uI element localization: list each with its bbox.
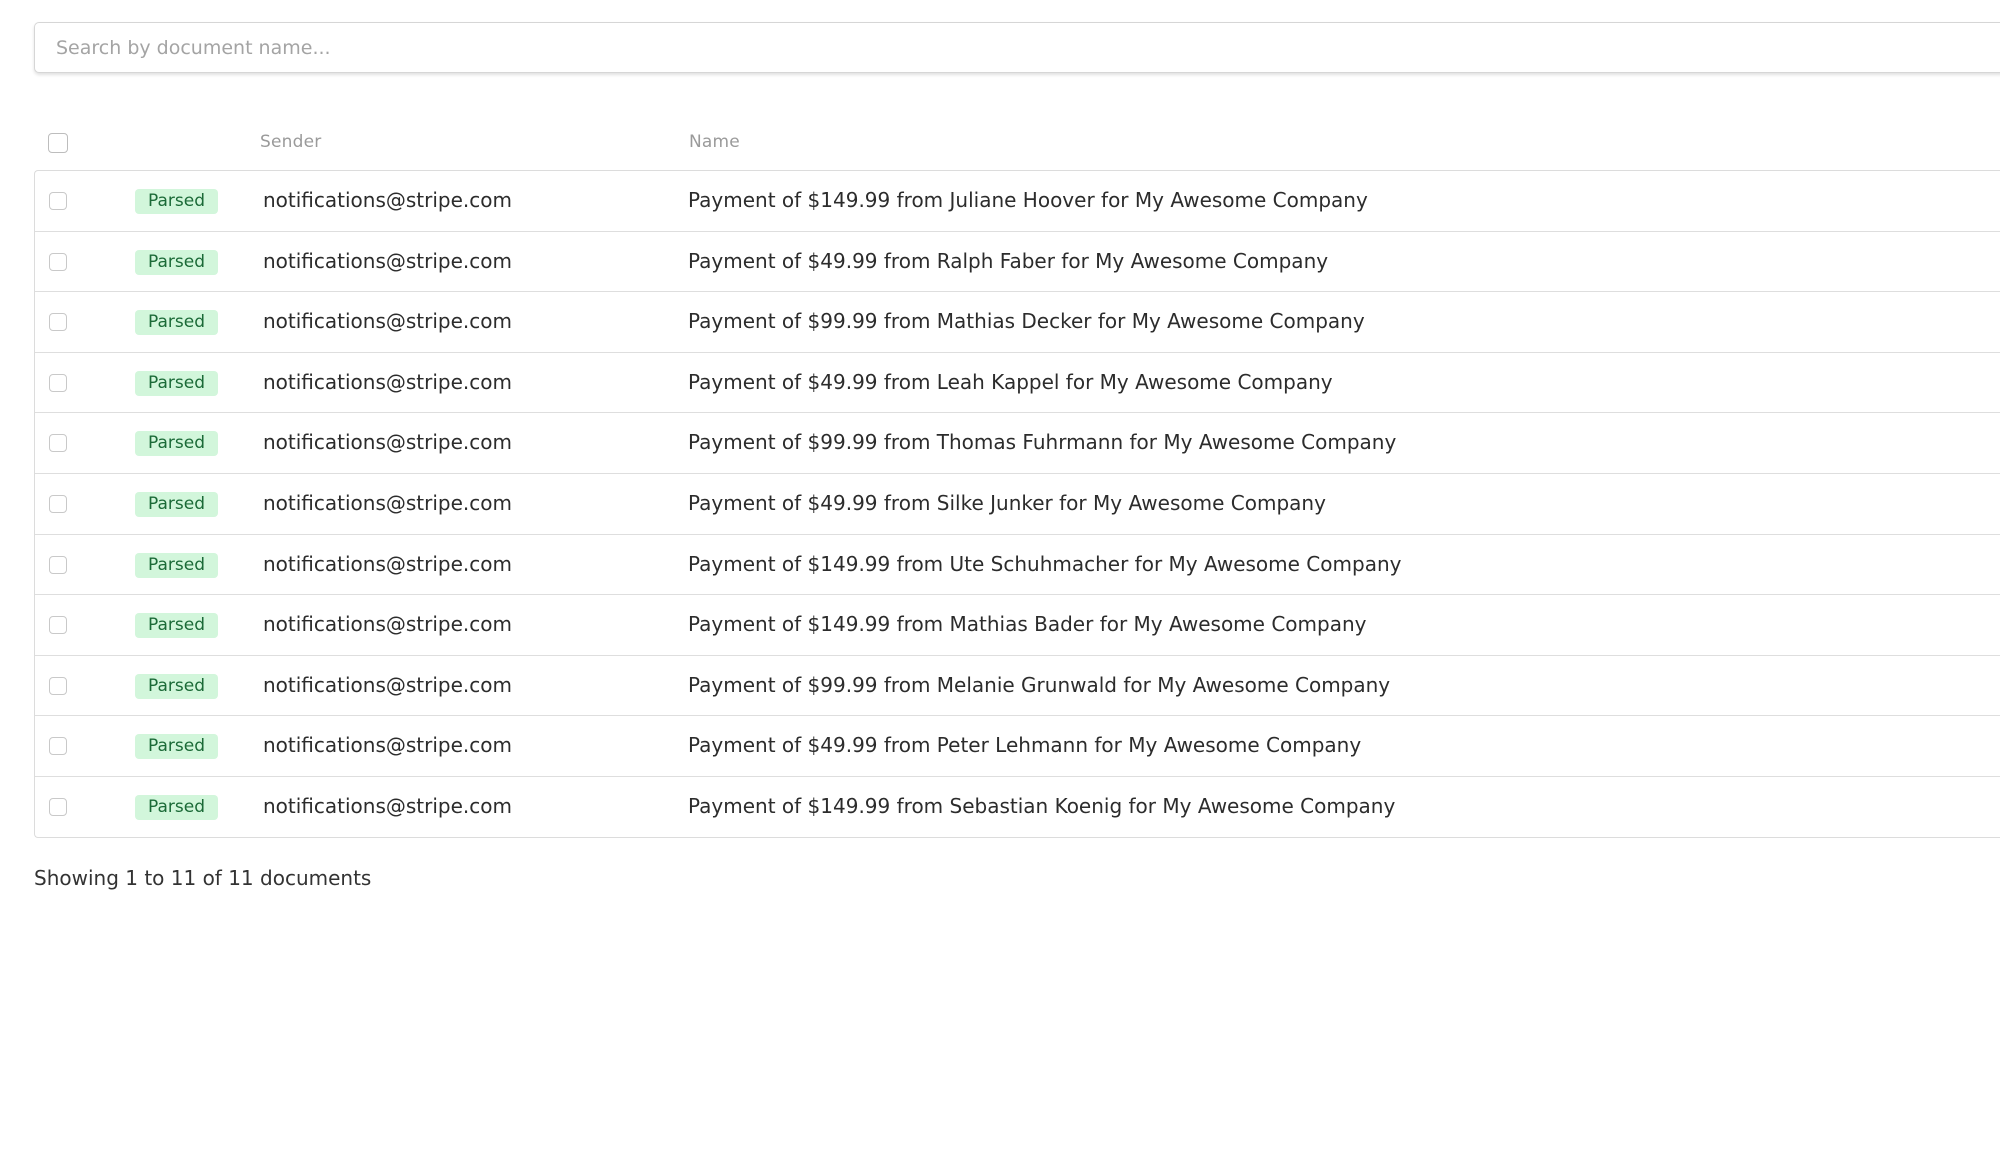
table-row[interactable] — [35, 595, 2000, 656]
table-row[interactable] — [35, 171, 2000, 232]
table-row[interactable] — [35, 232, 2000, 293]
status-badge: Parsed — [135, 492, 218, 517]
sender-cell: notifications@stripe.com — [263, 551, 513, 576]
document-name-cell[interactable]: Payment of $49.99 from Peter Lehmann for My Awesome Company — [688, 733, 1362, 758]
status-badge: Parsed — [135, 310, 218, 335]
sender-cell: notifications@stripe.com — [263, 188, 513, 212]
status-badge: Parsed — [135, 250, 218, 275]
row-checkbox[interactable] — [49, 798, 67, 816]
documents-table — [34, 170, 2000, 838]
status-badge: Parsed — [135, 431, 218, 456]
document-name-cell[interactable]: Payment of $149.99 from Juliane Hoover for My Awesome Company — [688, 188, 1368, 212]
table-header — [34, 118, 2000, 170]
sender-cell: notifications@stripe.com — [263, 612, 513, 637]
document-name-cell[interactable]: Payment of $149.99 from Ute Schuhmacher for My Awesome Company — [688, 551, 1402, 576]
document-name-cell[interactable]: Payment of $99.99 from Mathias Decker for My Awesome Company — [688, 309, 1365, 334]
document-name-cell[interactable]: Payment of $49.99 from Leah Kappel for My Awesome Company — [688, 369, 1333, 394]
table-row[interactable] — [35, 292, 2000, 353]
row-checkbox[interactable] — [49, 313, 67, 331]
status-badge: Parsed — [135, 613, 218, 638]
table-row[interactable] — [35, 777, 2000, 838]
table-row[interactable] — [35, 413, 2000, 474]
status-badge: Parsed — [135, 189, 218, 214]
table-row[interactable] — [35, 353, 2000, 414]
table-row[interactable] — [35, 656, 2000, 717]
search-input[interactable] — [35, 23, 2000, 72]
document-name-cell[interactable]: Payment of $99.99 from Melanie Grunwald for My Awesome Company — [688, 672, 1391, 697]
row-checkbox[interactable] — [49, 434, 67, 452]
sender-cell: notifications@stripe.com — [263, 369, 513, 394]
row-checkbox[interactable] — [49, 616, 67, 634]
row-checkbox[interactable] — [49, 495, 67, 513]
sender-cell: notifications@stripe.com — [263, 248, 513, 273]
search-box — [34, 22, 2000, 73]
document-name-cell[interactable]: Payment of $49.99 from Ralph Faber for My Awesome Company — [688, 248, 1329, 273]
column-header-name[interactable]: Name — [689, 132, 740, 152]
document-name-cell[interactable]: Payment of $99.99 from Thomas Fuhrmann for My Awesome Company — [688, 430, 1397, 455]
sender-cell: notifications@stripe.com — [263, 490, 513, 515]
status-badge: Parsed — [135, 553, 218, 578]
status-badge: Parsed — [135, 795, 218, 820]
table-row[interactable] — [35, 716, 2000, 777]
select-all-checkbox[interactable] — [48, 133, 68, 153]
pagination-summary: Showing 1 to 11 of 11 documents — [34, 866, 372, 890]
row-checkbox[interactable] — [49, 737, 67, 755]
row-checkbox[interactable] — [49, 192, 67, 210]
document-name-cell[interactable]: Payment of $149.99 from Sebastian Koenig for My Awesome Company — [688, 793, 1396, 818]
document-name-cell[interactable]: Payment of $49.99 from Silke Junker for My Awesome Company — [688, 490, 1326, 515]
document-name-cell[interactable]: Payment of $149.99 from Mathias Bader for My Awesome Company — [688, 612, 1367, 637]
row-checkbox[interactable] — [49, 253, 67, 271]
status-badge: Parsed — [135, 734, 218, 759]
sender-cell: notifications@stripe.com — [263, 672, 513, 697]
status-badge: Parsed — [135, 371, 218, 396]
row-checkbox[interactable] — [49, 556, 67, 574]
status-badge: Parsed — [135, 674, 218, 699]
sender-cell: notifications@stripe.com — [263, 793, 513, 818]
row-checkbox[interactable] — [49, 677, 67, 695]
sender-cell: notifications@stripe.com — [263, 733, 513, 758]
sender-cell: notifications@stripe.com — [263, 430, 513, 455]
column-header-sender[interactable]: Sender — [260, 132, 322, 152]
table-row[interactable] — [35, 474, 2000, 535]
table-row[interactable] — [35, 535, 2000, 596]
row-checkbox[interactable] — [49, 374, 67, 392]
sender-cell: notifications@stripe.com — [263, 309, 513, 334]
